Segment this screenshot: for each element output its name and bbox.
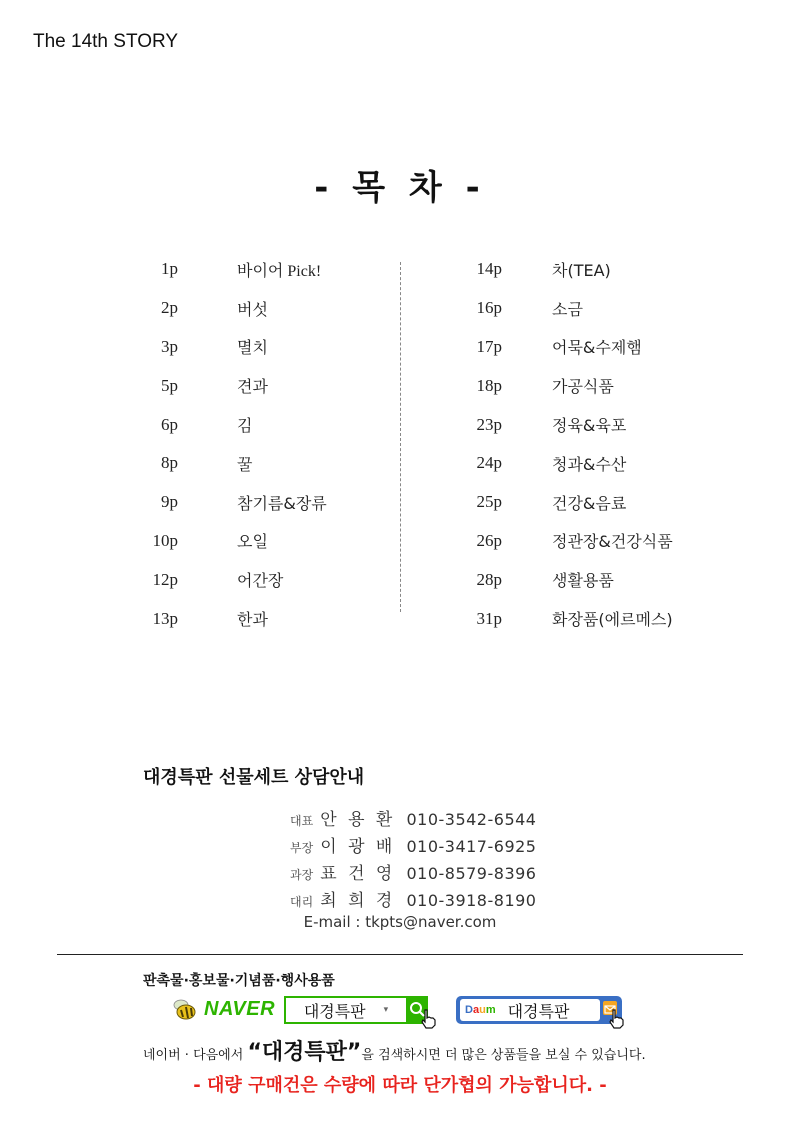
toc-label: 건강&음료 [552,493,627,513]
search-note-suffix: 을 검색하시면 더 많은 상품들을 보실 수 있습니다. [361,1048,646,1063]
toc-entry [150,522,327,561]
contact-phone[interactable]: 010-3417-6925 [406,837,537,856]
contact-email[interactable]: E-mail : tkpts@naver.com [303,913,497,931]
daum-search-banner[interactable] [456,996,622,1024]
toc-page: 6p [161,414,178,434]
naver-wordmark: NAVER [204,997,276,1020]
toc-label: 한과 [237,610,268,630]
toc-page: 18p [476,375,502,395]
contact-role: 대리 [290,895,314,909]
toc-page: 25p [476,492,502,512]
toc-label: 생활용품 [552,571,614,591]
contact-name: 안 용 환 [320,810,396,830]
toc-entry [150,328,327,367]
contact-phone[interactable]: 010-8579-8396 [406,864,537,883]
toc-label: 오일 [237,532,268,552]
toc-page: 14p [476,259,502,279]
contact-role: 부장 [290,841,314,855]
toc-entry [470,289,673,328]
toc-entry [150,405,327,444]
bulk-purchase-notice: - 대량 구매건은 수량에 따라 단가협의 가능합니다. - [193,1075,607,1096]
naver-bee-icon [172,997,198,1021]
toc-page: 3p [161,336,178,356]
toc-page: 13p [152,608,178,628]
contact-role: 과장 [290,868,314,882]
toc-label: 어묵&수제햄 [552,338,642,358]
toc-entry [150,444,327,483]
toc-label: 바이어 Pick! [237,262,322,280]
search-note [143,1035,646,1066]
toc-label: 소금 [552,299,583,319]
contact-row [290,859,536,884]
contact-row [290,886,536,911]
contact-row [290,805,536,830]
toc-entry [150,599,327,638]
toc-label: 버섯 [237,299,268,319]
contact-phone[interactable]: 010-3918-8190 [406,891,537,910]
toc-entry [470,250,673,289]
section-divider [57,954,743,955]
toc-entry [150,483,327,522]
toc-label: 참기름&장류 [237,493,327,513]
toc-entry [150,366,327,405]
toc-right-column [470,250,673,638]
naver-logo [172,995,282,1023]
toc-entry [470,599,673,638]
toc-entry [470,522,673,561]
naver-search-field[interactable] [284,996,408,1024]
toc-label: 정관장&건강식품 [552,532,673,552]
toc-entry [470,483,673,522]
search-note-brand: “대경특판” [247,1040,362,1065]
daum-search-field[interactable] [460,999,600,1021]
toc-page: 10p [152,530,178,550]
toc-entry [470,444,673,483]
toc-entry [150,560,327,599]
toc-page: 12p [152,569,178,589]
toc-label: 정육&육포 [552,416,627,436]
toc-entry [150,250,327,289]
contact-name: 이 광 배 [320,837,396,857]
toc-label: 꿀 [237,454,253,474]
toc-page: 16p [476,298,502,318]
toc-page: 1p [161,259,178,279]
toc-page: 26p [476,530,502,550]
naver-query-text: 대경특판 [303,1001,366,1021]
toc-title: - 목 차 - [314,168,486,208]
toc-label: 화장품(에르메스) [552,610,673,630]
toc-page: 31p [476,608,502,628]
toc-entry [150,289,327,328]
search-note-prefix: 네이버 · 다음에서 [143,1048,248,1063]
toc-page: 23p [476,414,502,434]
daum-logo: Daum [465,1004,496,1016]
toc-label: 김 [237,416,253,436]
toc-label: 가공식품 [552,377,614,397]
toc-entry [470,366,673,405]
document-header: The 14th STORY [33,31,179,52]
consultation-title: 대경특판 선물세트 상담안내 [143,767,365,788]
toc-page: 24p [476,453,502,473]
toc-label: 멸치 [237,338,268,358]
contact-name: 최 희 경 [320,891,396,911]
pointer-hand-icon [420,1009,438,1029]
toc-entry [470,405,673,444]
naver-search-banner[interactable] [172,995,427,1023]
contact-phone[interactable]: 010-3542-6544 [406,810,537,829]
toc-page: 5p [161,375,178,395]
toc-label: 어간장 [237,571,284,591]
contact-row [290,832,536,857]
chevron-down-icon: ▾ [383,1005,389,1015]
toc-left-column [150,250,327,638]
toc-page: 2p [161,298,178,318]
toc-label: 차(TEA) [552,260,611,280]
promo-title: 판촉물·홍보물·기념품·행사용품 [143,973,335,989]
toc-page: 9p [161,492,178,512]
contact-role: 대표 [290,814,314,828]
daum-query-text: 대경특판 [507,1001,570,1021]
toc-page: 17p [476,336,502,356]
toc-entry [470,560,673,599]
toc-label: 청과&수산 [552,454,627,474]
toc-entry [470,328,673,367]
pointer-hand-icon [608,1009,626,1029]
toc-divider [400,262,401,612]
toc-page: 8p [161,453,178,473]
toc-label: 견과 [237,377,268,397]
contact-name: 표 건 영 [320,864,396,884]
toc-page: 28p [476,569,502,589]
